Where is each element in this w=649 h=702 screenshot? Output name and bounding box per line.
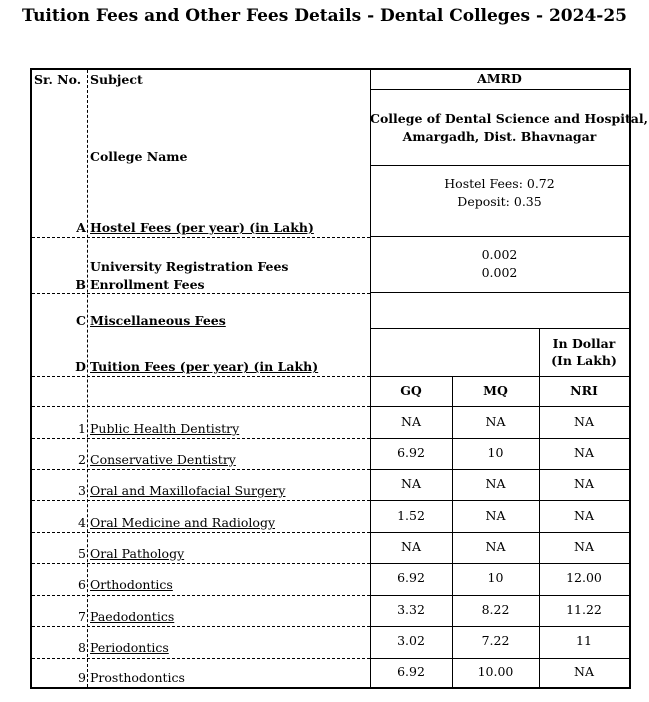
- row-line: [32, 626, 370, 627]
- gq-value: NA: [401, 539, 421, 554]
- row-line: [32, 500, 370, 501]
- row-line: [370, 500, 629, 501]
- row-line: [32, 532, 370, 533]
- sr-no-header: Sr. No.: [34, 72, 82, 87]
- row-line: [32, 406, 370, 407]
- hostel-fees-value: Hostel Fees: 0.72: [444, 176, 555, 191]
- subject-sr: 1: [78, 421, 86, 436]
- row-line: [32, 563, 370, 564]
- row-line: [370, 532, 629, 533]
- nri-currency-header-line2: (In Lakh): [551, 353, 617, 368]
- row-line: [370, 292, 629, 293]
- gq-value: 6.92: [397, 445, 425, 460]
- subject-sr: 2: [78, 452, 86, 467]
- row-line: [370, 236, 629, 237]
- enrollment-fees-label: Enrollment Fees: [90, 277, 205, 292]
- subject-name: Periodontics: [90, 640, 169, 655]
- subject-name: Paedodontics: [90, 609, 175, 624]
- row-line: [32, 469, 370, 470]
- tuition-fees-label: Tuition Fees (per year) (in Lakh): [90, 359, 319, 374]
- row-line: [370, 626, 629, 627]
- nri-value: NA: [574, 539, 594, 554]
- gq-value: 6.92: [397, 570, 425, 585]
- registration-fees-value: 0.002: [481, 247, 518, 262]
- nri-value: 11.22: [566, 602, 602, 617]
- mq-value: 8.22: [481, 602, 510, 617]
- nri-header: NRI: [570, 383, 598, 398]
- gq-header: GQ: [400, 383, 422, 398]
- row-line: [370, 89, 629, 90]
- mq-value: NA: [485, 508, 506, 523]
- subject-header: Subject: [90, 72, 143, 87]
- mq-value: 7.22: [481, 633, 510, 648]
- subject-sr: 4: [78, 515, 86, 530]
- sr-c: C: [76, 313, 86, 328]
- row-line: [32, 438, 370, 439]
- misc-fees-label: Miscellaneous Fees: [90, 313, 226, 328]
- sr-b: B: [75, 277, 86, 292]
- row-line: [370, 563, 629, 564]
- enrollment-fees-value: 0.002: [481, 265, 518, 280]
- row-line: [370, 658, 629, 659]
- row-line: [370, 469, 629, 470]
- deposit-value: Deposit: 0.35: [457, 194, 542, 209]
- nri-value: NA: [574, 664, 594, 679]
- subject-name: Oral and Maxillofacial Surgery: [90, 483, 286, 498]
- mq-value: 10: [487, 445, 504, 460]
- row-line: [32, 376, 370, 377]
- college-name-label: College Name: [90, 149, 188, 164]
- college-code: AMRD: [477, 71, 522, 86]
- subject-name: Conservative Dentistry: [90, 452, 236, 467]
- gq-value: NA: [401, 414, 421, 429]
- subject-sr: 3: [78, 483, 86, 498]
- gq-value: NA: [401, 476, 421, 491]
- mq-value: 10: [487, 570, 504, 585]
- subject-sr: 9: [78, 670, 86, 685]
- sr-a: A: [76, 220, 86, 235]
- sr-d: D: [75, 359, 86, 374]
- page-title: Tuition Fees and Other Fees Details - Dental Colleges - 2024-25: [21, 6, 627, 26]
- registration-fees-label: University Registration Fees: [90, 259, 289, 274]
- mq-value: 10.00: [477, 664, 514, 679]
- subject-name: Orthodontics: [90, 577, 173, 592]
- nri-currency-header-line1: In Dollar: [552, 336, 616, 351]
- row-line: [32, 237, 370, 238]
- nri-value: NA: [574, 445, 594, 460]
- subject-sr: 8: [78, 640, 86, 655]
- row-line: [370, 438, 629, 439]
- nri-value: NA: [574, 476, 594, 491]
- hostel-fees-label: Hostel Fees (per year) (in Lakh): [90, 220, 314, 235]
- mq-header: MQ: [483, 383, 508, 398]
- nri-value: 12.00: [566, 570, 602, 585]
- gq-value: 3.32: [397, 602, 425, 617]
- gq-value: 3.02: [397, 633, 425, 648]
- nri-value: NA: [574, 508, 594, 523]
- subject-sr: 5: [78, 546, 86, 561]
- college-name-line2: Amargadh, Dist. Bhavnagar: [402, 129, 597, 144]
- row-line: [370, 406, 629, 407]
- subject-name: Prosthodontics: [90, 670, 185, 685]
- subject-name: Oral Medicine and Radiology: [90, 515, 276, 530]
- nri-value: 11: [576, 633, 592, 648]
- row-line: [32, 658, 370, 659]
- subject-name: Oral Pathology: [90, 546, 185, 561]
- nri-value: NA: [574, 414, 594, 429]
- row-line: [370, 328, 629, 329]
- subject-sr: 6: [78, 577, 86, 592]
- gq-value: 1.52: [397, 508, 425, 523]
- subject-sr: 7: [78, 609, 86, 624]
- subject-name: Public Health Dentistry: [90, 421, 240, 436]
- row-line: [370, 376, 629, 377]
- mq-value: NA: [485, 476, 506, 491]
- mq-value: NA: [485, 414, 506, 429]
- row-line: [32, 595, 370, 596]
- row-line: [370, 165, 629, 166]
- college-name-line1: College of Dental Science and Hospital,: [370, 111, 648, 126]
- row-line: [370, 595, 629, 596]
- mq-value: NA: [485, 539, 506, 554]
- gq-value: 6.92: [397, 664, 425, 679]
